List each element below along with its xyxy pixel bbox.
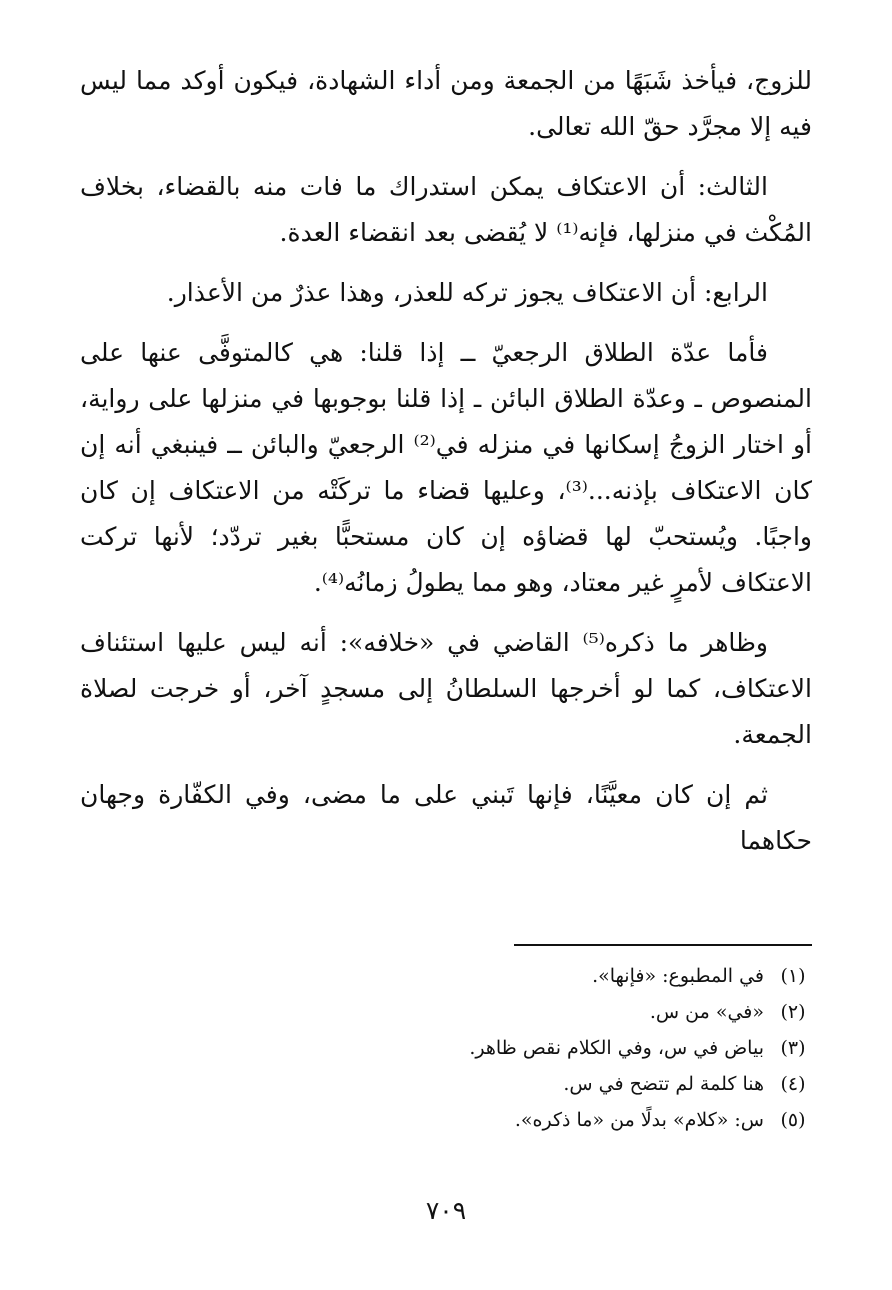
footnote-number: (٣) xyxy=(780,1037,806,1059)
footnote-number: (٢) xyxy=(780,1001,806,1023)
footnote-text: بياض في س، وفي الكلام نقص ظاهر. xyxy=(469,1037,764,1059)
paragraph-fourth-point: الرابع: أن الاعتكاف يجوز تركه للعذر، وهذا عذرٌ من الأعذار. xyxy=(166,278,768,307)
page-number: ٧٠٩ xyxy=(425,1196,467,1225)
footnote xyxy=(80,994,812,1030)
paragraph-revocable-divorce: فأما عدّة الطلاق الرجعيّ ــ إذا قلنا: هي كالمتوفَّى عنها على المنصوص ـ وعدّة الطلاق البائن ـ إذا قلنا بوجوبها في منزلها على رواية، أو اختار الزوجُ إسكانها في منزله في⁽²⁾ الرجعيّ والبائن ــ فينبغي أنه إن كان الاعتكاف بإذنه...⁽³⁾، وعليها قضاء ما تركَتْه من الاعتكاف إن كان واجبًا. ويُستحبّ لها قضاؤه إن كان مستحبًّا بغير تردّد؛ لأنها تركت الاعتكاف لأمرٍ غير معتاد، وهو مما يطولُ زمانُه⁽⁴⁾. xyxy=(80,338,812,597)
footnotes-list xyxy=(80,958,812,1138)
footnote-number: (٤) xyxy=(780,1073,806,1095)
footnote-number: (١) xyxy=(780,965,806,987)
footnote-text: هنا كلمة لم تتضح في س. xyxy=(563,1073,764,1095)
footnote xyxy=(80,1102,812,1138)
footnote-text: في المطبوع: «فإنها». xyxy=(592,965,764,987)
paragraph-third-point: الثالث: أن الاعتكاف يمكن استدراك ما فات منه بالقضاء، بخلاف المُكْث في منزلها، فإنه⁽¹⁾ لا يُقضى بعد انقضاء العدة. xyxy=(80,172,812,247)
footnote xyxy=(80,1030,812,1066)
paragraph-qadi-opinion: وظاهر ما ذكره⁽⁵⁾ القاضي في «خلافه»: أنه ليس عليها استئناف الاعتكاف، كما لو أخرجها السلطانُ إلى مسجدٍ آخر، أو خرجت لصلاة الجمعة. xyxy=(80,628,812,749)
footnote xyxy=(80,1066,812,1102)
paragraph-specified-itikaf: ثم إن كان معيَّنًا، فإنها تَبني على ما مضى، وفي الكفّارة وجهان حكاهما xyxy=(80,780,812,855)
footnote-divider xyxy=(514,944,812,946)
footnote-text: «في» من س. xyxy=(649,1001,764,1023)
footnote xyxy=(80,958,812,994)
footnote-text: س: «كلام» بدلًا من «ما ذكره». xyxy=(514,1109,764,1131)
footnote-number: (٥) xyxy=(780,1109,806,1131)
main-text xyxy=(80,58,812,864)
paragraph-continuation: للزوج، فيأخذ شَبَهًا من الجمعة ومن أداء الشهادة، فيكون أوكد مما ليس فيه إلا مجرَّد حقّ الله تعالى. xyxy=(80,66,812,141)
